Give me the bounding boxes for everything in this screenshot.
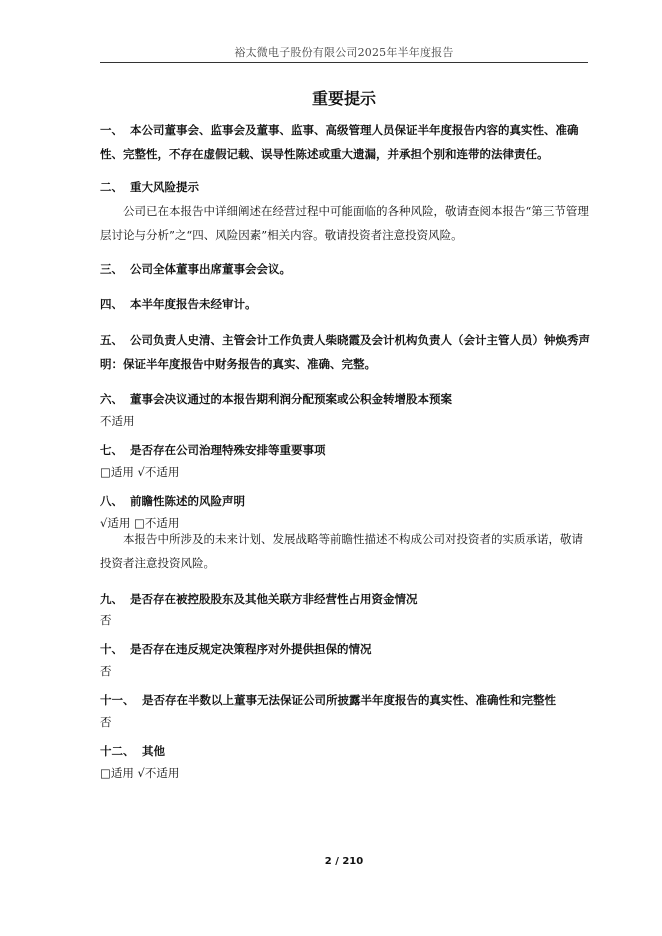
- section-11-heading: [100, 688, 590, 712]
- page-number: 2 / 210: [324, 856, 364, 867]
- page-title: 重要提示: [311, 89, 376, 108]
- section-heading: 是否存在被控股股东及其他关联方非经营性占用资金情况: [130, 592, 418, 606]
- section-number: 六、: [100, 392, 123, 406]
- section-heading: 是否存在公司治理特殊安排等重要事项: [130, 443, 326, 457]
- section-8-answer: √适用 □不适用: [100, 516, 180, 530]
- section-1: [100, 118, 590, 166]
- section-10-heading: [100, 637, 590, 661]
- section-10-answer: 否: [100, 664, 112, 678]
- section-heading: 重大风险提示: [130, 180, 199, 194]
- section-number: 五、: [100, 333, 123, 347]
- section-heading: 是否存在半数以上董事无法保证公司所披露半年度报告的真实性、准确性和完整性: [142, 693, 556, 707]
- section-heading: 前瞻性陈述的风险声明: [130, 494, 245, 508]
- section-number: 九、: [100, 592, 123, 606]
- section-number: 二、: [100, 180, 123, 194]
- section-heading: 本半年度报告未经审计。: [130, 297, 257, 311]
- running-header: 裕太微电子股份有限公司2025年半年度报告: [234, 46, 454, 59]
- section-7-heading: [100, 438, 590, 462]
- section-heading: 公司全体董事出席董事会会议。: [130, 262, 291, 276]
- section-number: 八、: [100, 494, 123, 508]
- section-7-answer: □适用 √不适用: [100, 465, 180, 479]
- section-9-answer: 否: [100, 613, 112, 627]
- section-2-body: 公司已在本报告中详细阐述在经营过程中可能面临的各种风险，敬请查阅本报告“第三节管理层讨论与分析”之“四、风险因素”相关内容。敬请投资者注意投资风险。: [100, 204, 589, 242]
- header-rule: [100, 62, 588, 63]
- section-3: [100, 257, 590, 281]
- section-12-heading: [100, 739, 590, 763]
- section-number: 四、: [100, 297, 123, 311]
- section-number: 一、: [100, 123, 123, 137]
- section-6-heading: [100, 387, 590, 411]
- section-heading: 是否存在违反规定决策程序对外提供担保的情况: [130, 642, 372, 656]
- section-12-answer: □适用 √不适用: [100, 766, 180, 780]
- section-11-answer: 否: [100, 715, 112, 729]
- section-heading: 公司负责人史清、主管会计工作负责人柴晓霞及会计机构负责人（会计主管人员）钟焕秀声明：保证半年度报告中财务报告的真实、准确、完整。: [100, 333, 590, 371]
- section-number: 十、: [100, 642, 123, 656]
- section-heading: 其他: [142, 744, 165, 758]
- section-6-answer: 不适用: [100, 414, 135, 428]
- section-8-body: 本报告中所涉及的未来计划、发展战略等前瞻性描述不构成公司对投资者的实质承诺，敬请投资者注意投资风险。: [100, 532, 583, 570]
- section-number: 三、: [100, 262, 123, 276]
- section-heading: 本公司董事会、监事会及董事、监事、高级管理人员保证半年度报告内容的真实性、准确性、完整性，不存在虚假记载、误导性陈述或重大遗漏，并承担个别和连带的法律责任。: [100, 123, 579, 161]
- section-number: 十二、: [100, 744, 135, 758]
- section-number: 十一、: [100, 693, 135, 707]
- section-4: [100, 292, 590, 316]
- section-heading: 董事会决议通过的本报告期利润分配预案或公积金转增股本预案: [130, 392, 452, 406]
- section-5: [100, 328, 590, 376]
- section-2-heading: [100, 175, 590, 199]
- section-8-heading: [100, 489, 590, 513]
- section-number: 七、: [100, 443, 123, 457]
